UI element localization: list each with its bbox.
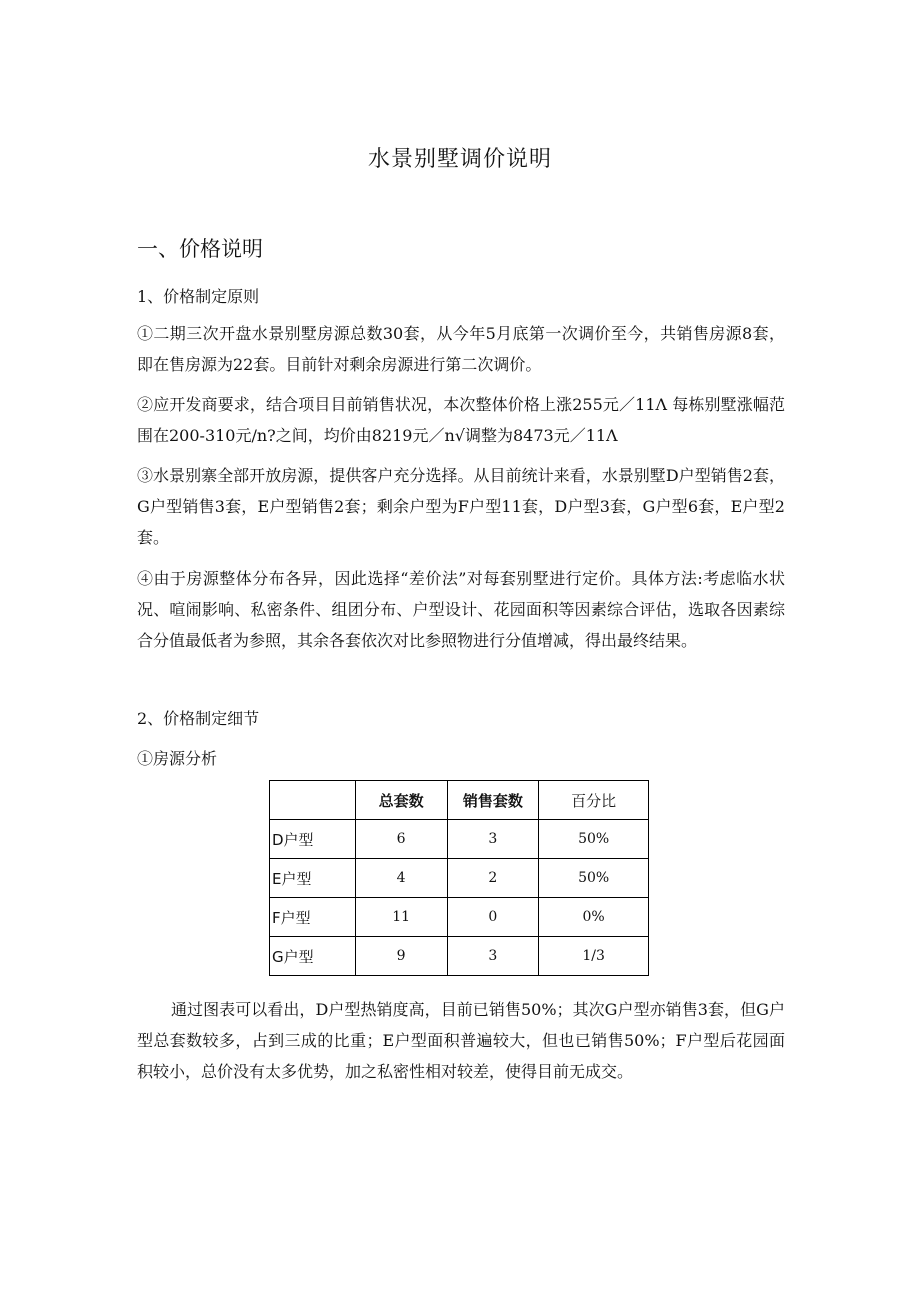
paragraph-1: ①二期三次开盘水景别墅房源总数30套，从今年5月底第一次调价至今，共销售房源8套，即在售房源为22套。目前针对剩余房源进行第二次调价。 [137,324,785,374]
table-cell: 3 [447,937,539,976]
paragraph-2: ②应开发商要求，结合项目目前销售状况，本次整体价格上涨255元／11Λ 每栋别墅涨幅范围在200-310元/n?之间，均价由8219元／n√调整为8473元／11Λ [137,395,785,445]
table-cell: G户型 [270,937,356,976]
table-header-cell: 总套数 [355,781,447,820]
table-cell: F户型 [270,898,356,937]
subheading-analysis: ①房源分析 [137,749,218,768]
table-header-cell [270,781,356,820]
table-cell: 4 [355,859,447,898]
table-cell: 11 [355,898,447,937]
table-cell: 3 [447,820,539,859]
table-cell: E户型 [270,859,356,898]
conclusion-paragraph: 通过图表可以看出，D户型热销度高，目前已销售50%；其次G户型亦销售3套，但G户型总套数较多，占到三成的比重；E户型面积普遍较大，但也已销售50%；F户型后花园面积较小，总价没有太多优势，加之私密性相对较差，使得目前无成交。 [137,1000,785,1081]
table-cell: 0% [539,898,649,937]
housing-analysis-table [269,780,649,976]
table-header-row [270,781,649,820]
table-row [270,820,649,859]
paragraph-4: ④由于房源整体分布各异，因此选择“差价法”对每套别墅进行定价。具体方法:考虑临水状况、喧闹影响、私密条件、组团分布、户型设计、花园面积等因素综合评估，选取各因素综合分值最低者为参照，其余各套依次对比参照物进行分值增减，得出最终结果。 [137,569,785,650]
table-cell: 2 [447,859,539,898]
subheading-details: 2、价格制定细节 [137,709,260,728]
table-cell: 9 [355,937,447,976]
table-cell: 6 [355,820,447,859]
table-row [270,898,649,937]
subheading-principles: 1、价格制定原则 [137,287,260,306]
document-title: 水景别墅调价说明 [367,147,552,172]
section-heading-price: 一、价格说明 [137,237,263,261]
table-header-cell: 百分比 [539,781,649,820]
table-row [270,937,649,976]
paragraph-3: ③水景别寨全部开放房源，提供客户充分选择。从目前统计来看，水景别墅D户型销售2套，G户型销售3套，E户型销售2套；剩余户型为F户型11套，D户型3套，G户型6套，E户型2套。 [137,466,785,547]
table-cell: D户型 [270,820,356,859]
table-cell: 0 [447,898,539,937]
table-cell: 50% [539,820,649,859]
table-cell: 1/3 [539,937,649,976]
table-row [270,859,649,898]
table-cell: 50% [539,859,649,898]
table-header-cell: 销售套数 [447,781,539,820]
